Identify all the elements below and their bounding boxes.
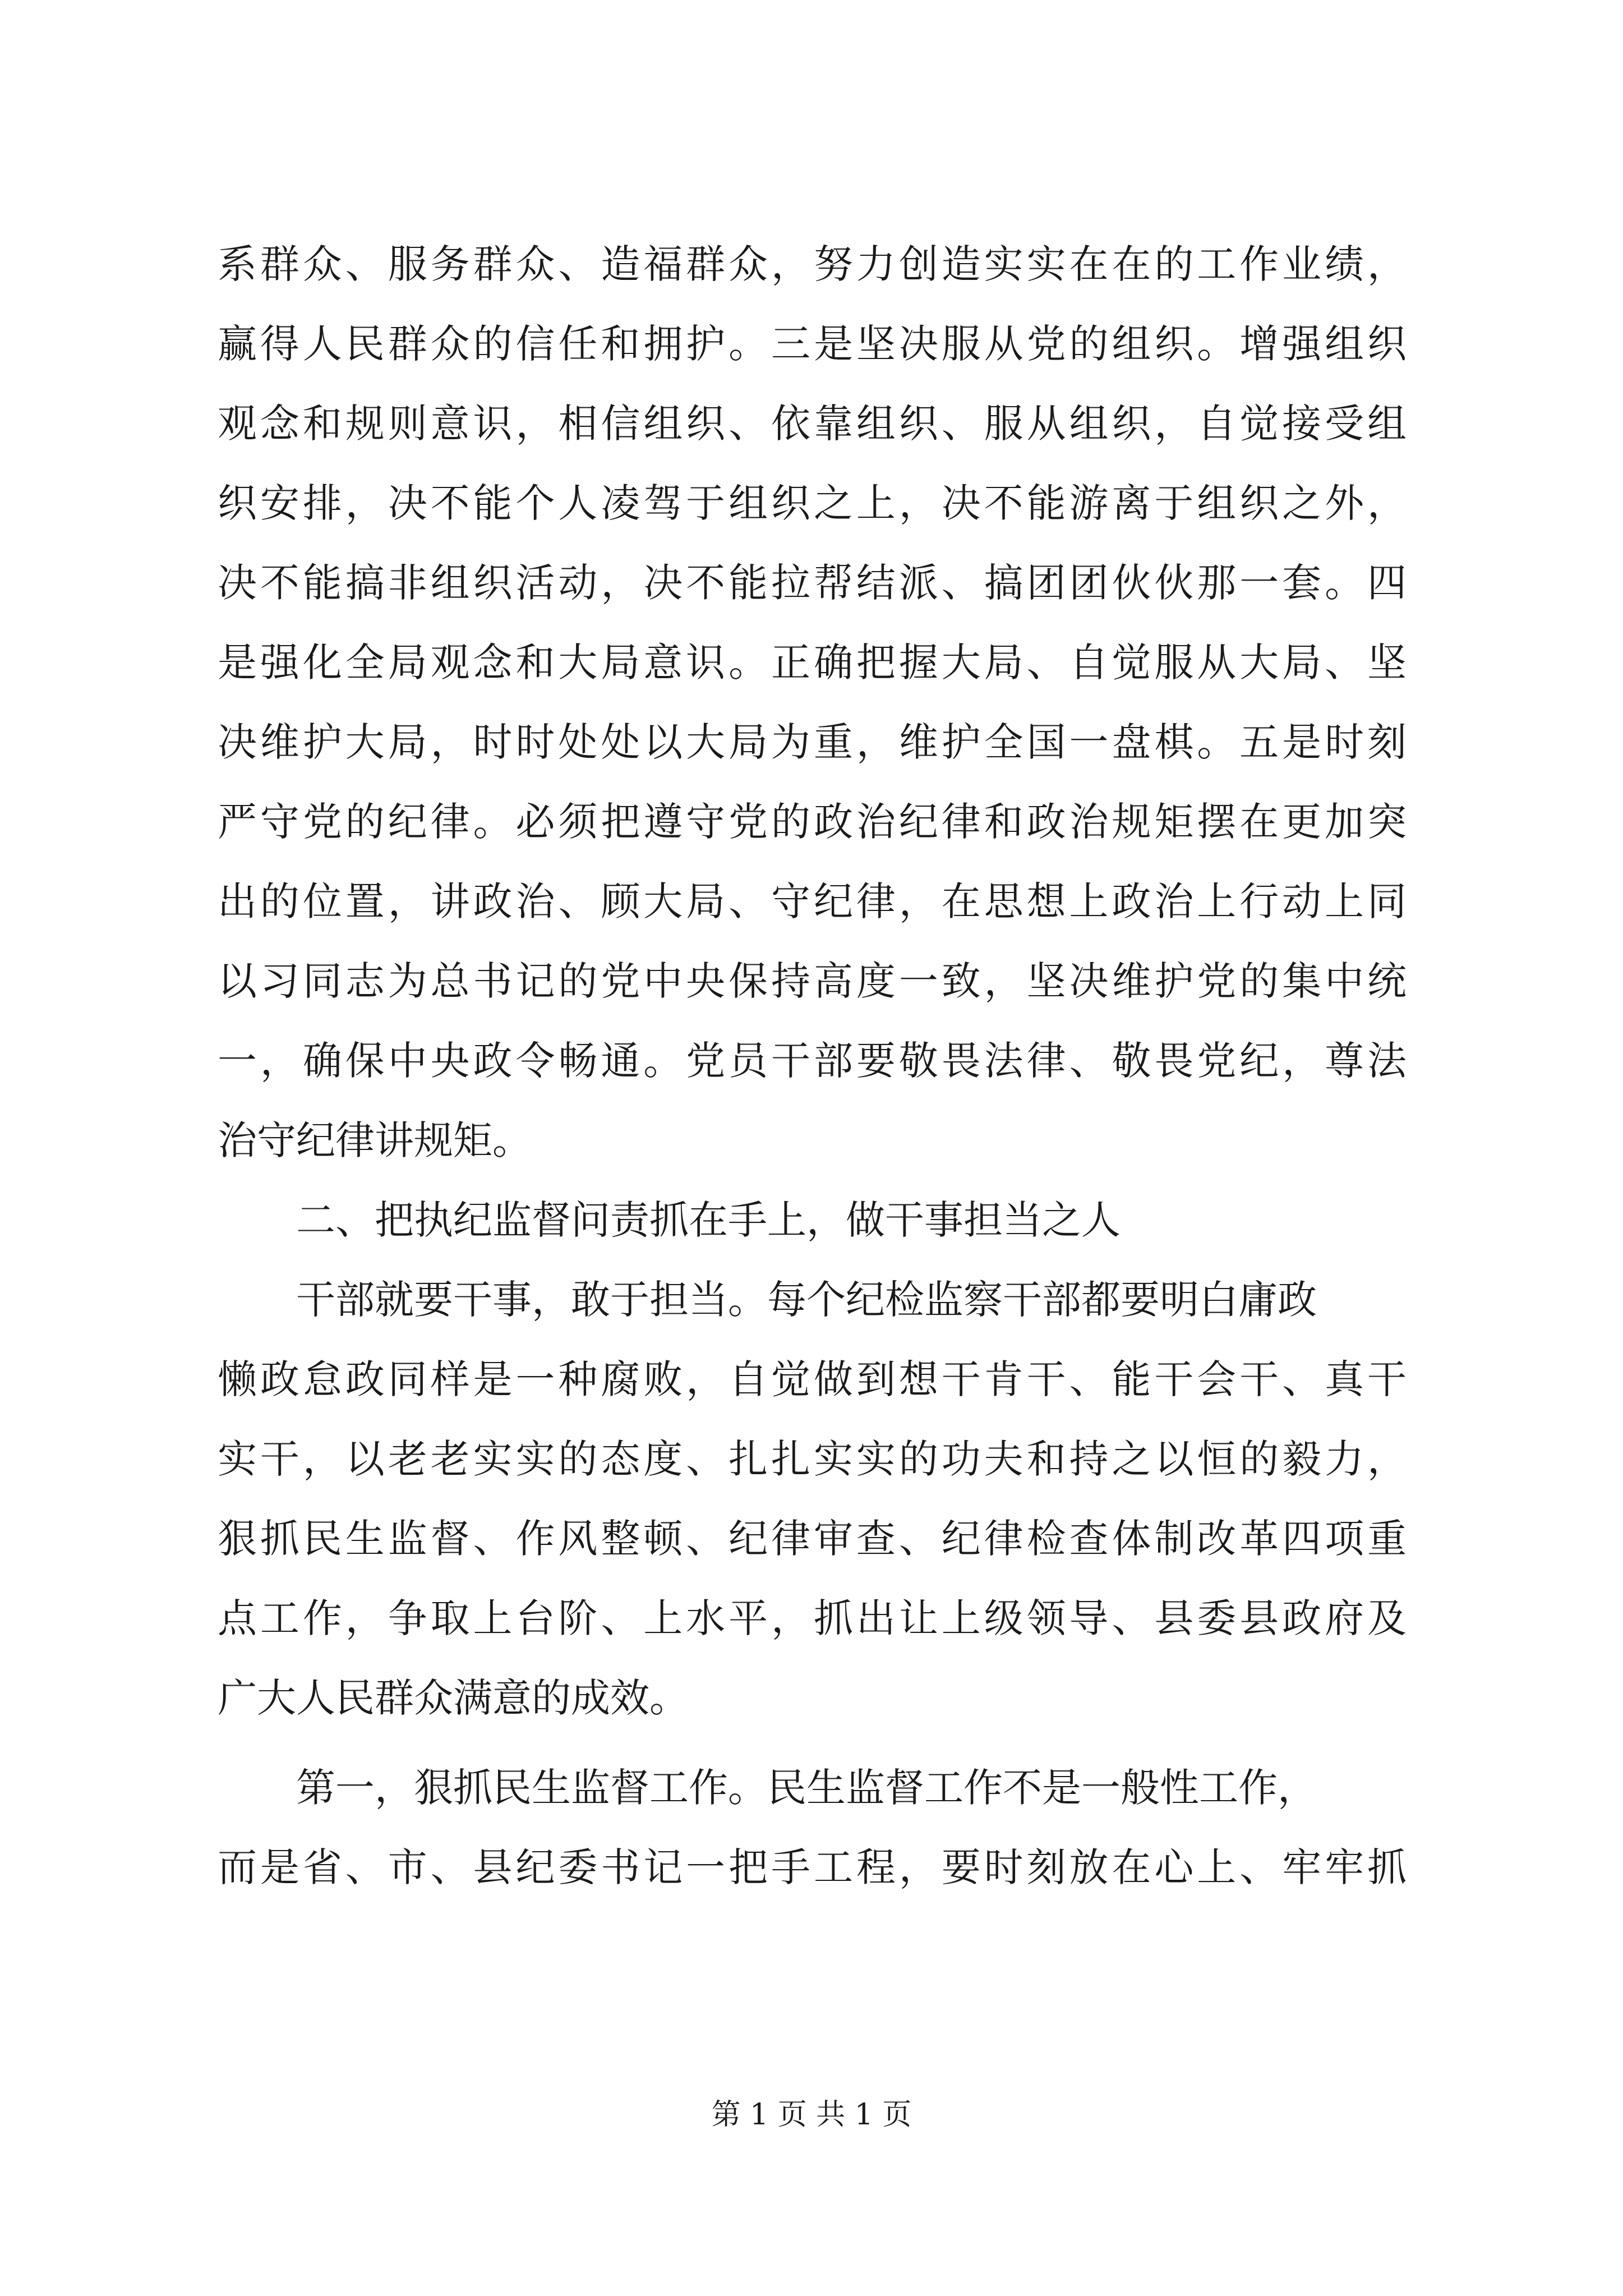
text-line: 干部就要干事，敢于担当。每个纪检监察干部都要明白庸政 <box>296 1277 1317 1323</box>
text-line: 决维护大局，时时处处以大局为重，维护全国一盘棋。五是时刻 <box>218 719 1407 765</box>
text-line: 是强化全局观念和大局意识。正确把握大局、自觉服从大局、坚 <box>218 639 1407 685</box>
text-line: 一，确保中央政令畅通。党员干部要敬畏法律、敬畏党纪，尊法 <box>218 1038 1407 1084</box>
text-line: 出的位置，讲政治、顾大局、守纪律，在思想上政治上行动上同 <box>218 878 1407 924</box>
page-number-footer: 第 1 页 共 1 页 <box>711 2098 912 2132</box>
text-line: 点工作，争取上台阶、上水平，抓出让上级领导、县委县政府及 <box>218 1595 1407 1641</box>
text-line: 广大人民群众满意的成效。 <box>218 1675 689 1721</box>
text-line: 治守纪律讲规矩。 <box>218 1117 532 1163</box>
text-line: 决不能搞非组织活动，决不能拉帮结派、搞团团伙伙那一套。四 <box>218 560 1407 606</box>
section-heading: 二、把执纪监督问责抓在手上，做干事担当之人 <box>296 1197 1121 1243</box>
text-line: 狠抓民生监督、作风整顿、纪律审查、纪律检查体制改革四项重 <box>218 1516 1407 1562</box>
text-line: 而是省、市、县纪委书记一把手工程，要时刻放在心上、牢牢抓 <box>218 1844 1407 1890</box>
text-line: 第一，狠抓民生监督工作。民生监督工作不是一般性工作， <box>296 1765 1317 1811</box>
text-line: 赢得人民群众的信任和拥护。三是坚决服从党的组织。增强组织 <box>218 321 1407 367</box>
text-line: 严守党的纪律。必须把遵守党的政治纪律和政治规矩摆在更加突 <box>218 799 1407 845</box>
text-line: 懒政怠政同样是一种腐败，自觉做到想干肯干、能干会干、真干 <box>218 1356 1407 1402</box>
text-line: 实干，以老老实实的态度、扎扎实实的功夫和持之以恒的毅力， <box>218 1436 1407 1482</box>
text-line: 观念和规则意识，相信组织、依靠组织、服从组织，自觉接受组 <box>218 401 1407 447</box>
text-line: 系群众、服务群众、造福群众，努力创造实实在在的工作业绩， <box>218 241 1407 287</box>
text-line: 以习同志为总书记的党中央保持高度一致，坚决维护党的集中统 <box>218 958 1407 1004</box>
text-line: 织安排，决不能个人凌驾于组织之上，决不能游离于组织之外， <box>218 480 1407 526</box>
document-body <box>218 224 1407 1907</box>
